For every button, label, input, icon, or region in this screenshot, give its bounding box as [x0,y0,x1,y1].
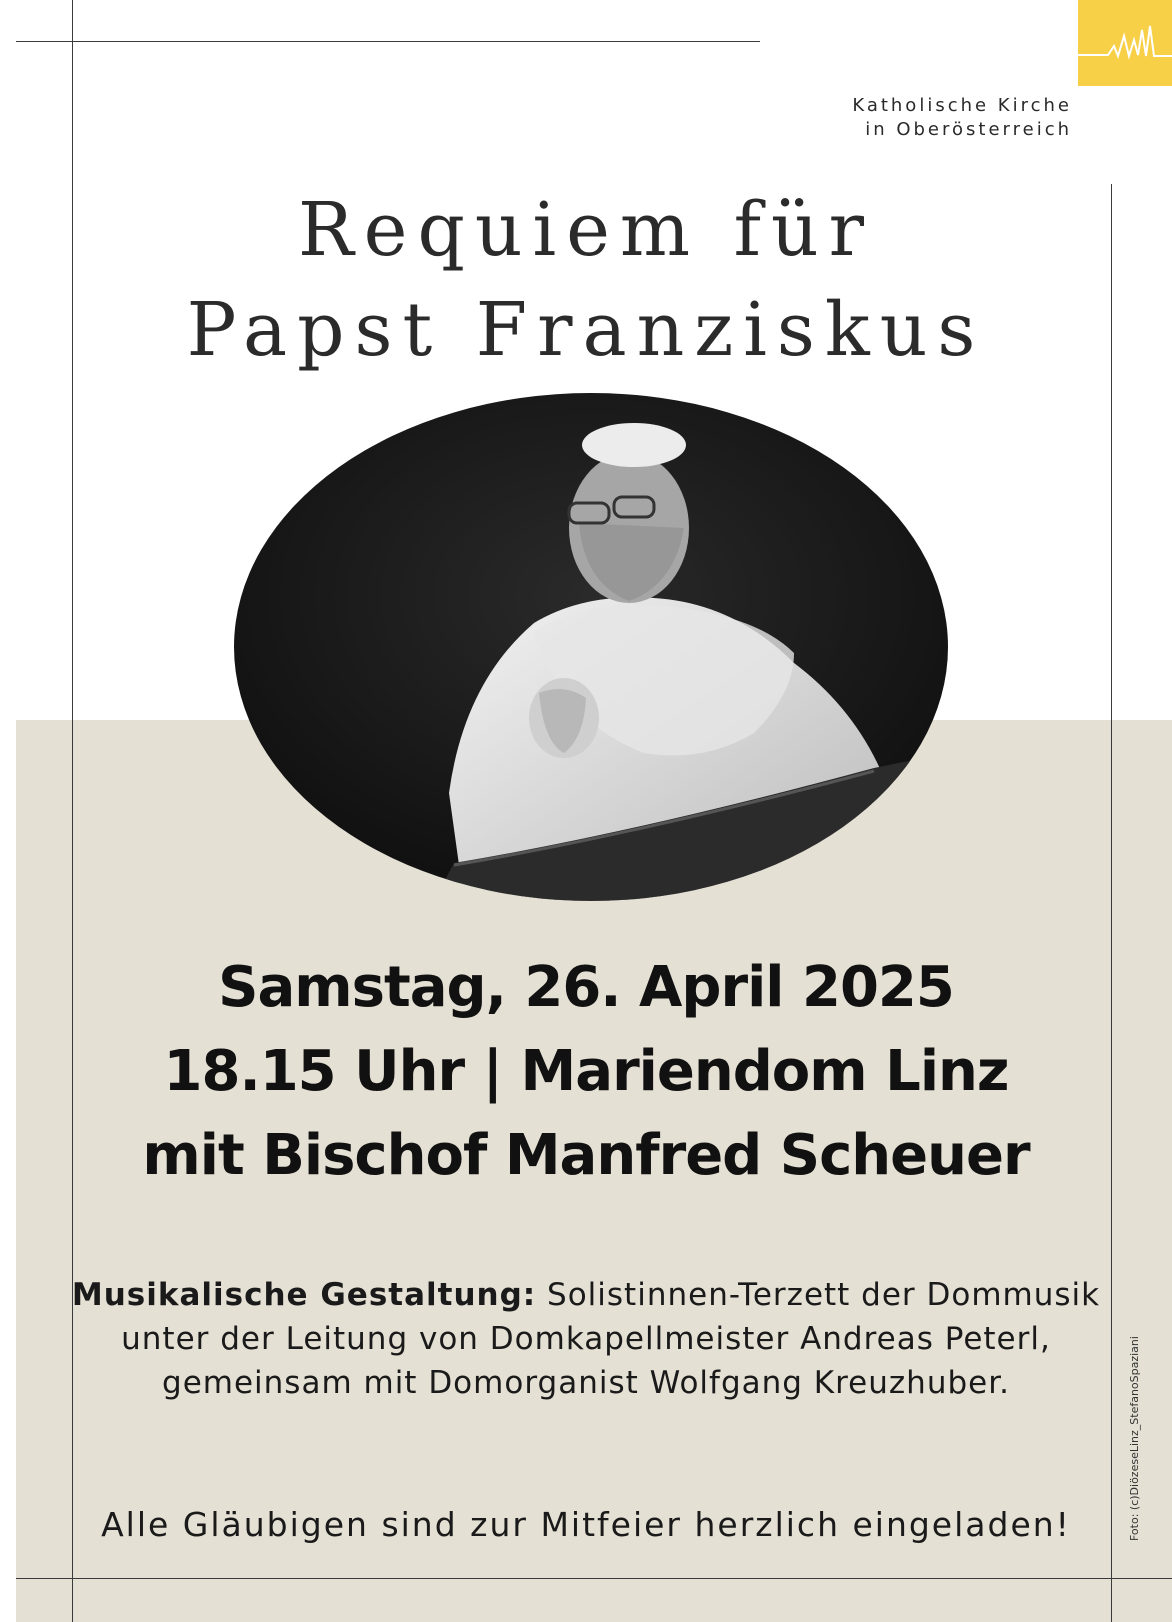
right-rule [1111,184,1112,1622]
event-date: Samstag, 26. April 2025 [218,955,954,1020]
pope-portrait-photo [234,393,948,901]
event-time-place: 18.15 Uhr | Mariendom Linz [163,1039,1009,1104]
brand-name [852,94,1072,142]
brand-line-1: Katholische Kirche [852,95,1072,116]
invitation-text: Alle Gläubigen sind zur Mitfeier herzlich eingeladen! [101,1505,1071,1544]
event-details [0,946,1172,1198]
page-title [0,180,1172,380]
event-celebrant: mit Bischof Manfred Scheuer [142,1123,1030,1188]
heartbeat-line-icon [1078,0,1172,86]
bottom-rule [16,1578,1172,1579]
music-info [60,1273,1112,1405]
music-text: Solistinnen-Terzett der Dommusik unter der Leitung von Domkapellmeister Andreas Peterl, gemeinsam mit Domorganist Wolfgang Kreuzhuber. [121,1277,1101,1401]
top-rule [16,41,760,42]
brand-line-2: in Oberösterreich [865,119,1072,140]
photo-credit: Foto: (c)DiözeseLinz_StefanoSpaziani [1128,1336,1141,1541]
music-label: Musikalische Gestaltung: [71,1277,537,1313]
title-line-2: Papst Franziskus [186,287,986,373]
title-line-1: Requiem für [297,187,875,273]
diocese-logo [1078,0,1172,86]
